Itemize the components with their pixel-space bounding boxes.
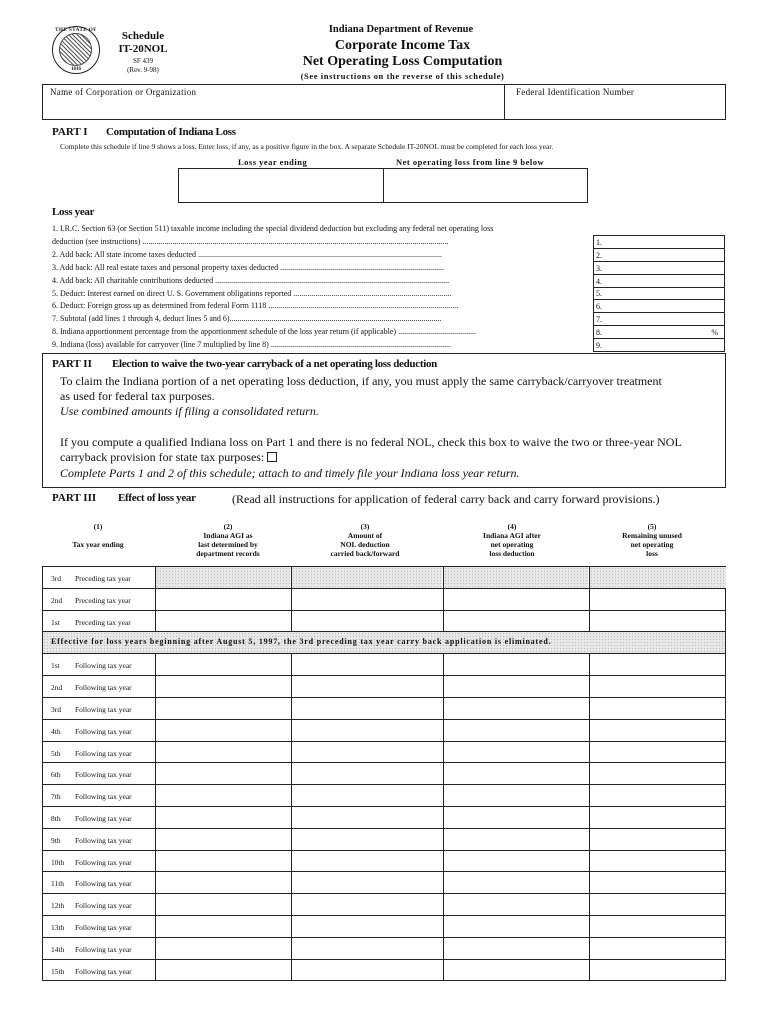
table-cell[interactable] [292,698,442,719]
table-cell [444,567,588,588]
row-ordinal: 6th [51,770,61,780]
column-header-line2: Tax year ending [72,540,124,549]
part1-label: PART I [52,126,88,138]
schedule-title [112,30,174,56]
table-cell[interactable] [156,916,290,937]
part1-line-text: 7. Subtotal (add lines 1 through 4, deduct lines 5 and 6).......................................................................................................... [52,314,442,324]
part3-column-header [592,522,712,558]
table-cell[interactable] [292,851,442,872]
form-number: SF 439 [132,57,154,65]
part1-line-number: 9. [596,341,602,351]
form-revision: (Rev. 9-98) [127,66,159,74]
row-label: Following tax year [75,748,132,758]
row-label: Following tax year [75,857,132,867]
table-row [43,785,725,807]
table-cell[interactable] [292,829,442,850]
table-cell[interactable] [444,763,588,784]
column-header-line2: net operating [490,540,534,549]
column-header-num: (4) [507,522,517,531]
part1-line-number: 1. [596,237,602,247]
table-cell[interactable] [156,785,290,806]
part2-para2-line2: carryback provision for state tax purposes: [60,450,265,464]
table-cell[interactable] [590,589,726,610]
table-cell[interactable] [444,654,588,675]
part1-line-text: 1. I.R.C. Section 63 (or Section 511) taxable income including the special dividend deduction but excluding any federal net operating loss [52,224,494,233]
table-cell[interactable] [590,851,726,872]
table-cell[interactable] [156,938,290,959]
part3-title: Effect of loss year [118,492,196,504]
table-cell[interactable] [444,916,588,937]
table-cell[interactable] [444,851,588,872]
table-cell[interactable] [292,938,442,959]
row-ordinal: 2nd [51,595,63,605]
table-cell[interactable] [292,894,442,915]
part3-column-header [38,522,158,558]
column-header-line3: loss [646,549,658,558]
table-cell[interactable] [292,654,442,675]
part1-line-text: 8. Indiana apportionment percentage from the apportionment schedule of the loss year return (if applicable) ....................................... [52,327,477,337]
part1-line-text: 9. Indiana (loss) available for carryover (line 7 multiplied by line 8) .......................................................................................... [52,340,451,350]
table-cell[interactable] [156,872,290,893]
part3-label: PART III [52,492,97,504]
schedule-label: Schedule [121,30,165,42]
table-row [43,916,725,938]
part1-title: Computation of Indiana Loss [106,126,236,138]
table-cell[interactable] [292,960,442,981]
table-cell[interactable] [444,938,588,959]
form-meta [112,57,174,75]
table-cell[interactable] [156,654,290,675]
table-row [43,807,725,829]
table-cell[interactable] [590,938,726,959]
table-cell[interactable] [156,698,290,719]
part1-amount-column [593,235,725,352]
table-cell[interactable] [292,807,442,828]
part1-amount-row[interactable] [594,287,724,300]
table-cell[interactable] [292,676,442,697]
part1-amount-row[interactable] [594,236,724,249]
table-cell[interactable] [292,872,442,893]
corporation-name-field[interactable] [43,99,502,119]
part3-note: (Read all instructions for application of federal carry back and carry forward provisions.) [232,492,660,506]
table-cell[interactable] [444,676,588,697]
part3-column-header [168,522,288,558]
table-cell[interactable] [590,676,726,697]
table-row [43,589,725,611]
table-cell[interactable] [444,960,588,981]
part1-amount-row[interactable] [594,300,724,313]
table-cell[interactable] [590,807,726,828]
table-row [43,938,725,960]
table-row [43,742,725,764]
row-label: Following tax year [75,661,132,671]
row-ordinal: 2nd [51,683,63,693]
row-ordinal: 7th [51,792,61,802]
part3-column-header [305,522,425,558]
table-cell[interactable] [590,894,726,915]
table-cell[interactable] [590,611,726,632]
row-label: Following tax year [75,966,132,976]
table-cell[interactable] [156,894,290,915]
row-label: Following tax year [75,901,132,911]
table-cell[interactable] [444,872,588,893]
part1-line-number: 4. [596,276,602,286]
table-row [43,654,725,676]
table-cell[interactable] [156,763,290,784]
table-cell[interactable] [590,742,726,763]
table-cell[interactable] [590,654,726,675]
row-label: Following tax year [75,770,132,780]
table-cell[interactable] [292,785,442,806]
row-ordinal: 8th [51,814,61,823]
table-cell[interactable] [444,698,588,719]
part1-line-text: 5. Deduct: Interest earned on direct U. S. Government obligations reported ............................................................................... [52,288,452,298]
table-row [43,698,725,720]
column-header-line1: Indiana AGI after [483,531,541,540]
table-cell [590,567,726,588]
table-cell[interactable] [156,676,290,697]
part1-line-number: 8. [596,328,602,338]
column-header-num: (3) [360,522,370,531]
form-title [250,38,555,70]
loss-year-ending-header: Loss year ending [238,157,308,167]
table-cell[interactable] [292,916,442,937]
form-title-line1: Corporate Income Tax [334,38,471,53]
row-label: Following tax year [75,879,132,889]
department-name: Indiana Department of Revenue [328,24,474,35]
column-header-num: (5) [647,522,657,531]
part2-para1-italic: Use combined amounts if filing a consolidated return. [60,404,319,418]
fein-field[interactable] [505,99,725,119]
nol-amount-field[interactable] [384,169,587,202]
instructions-note: (See instructions on the reverse of this schedule) [300,71,505,81]
table-cell[interactable] [590,763,726,784]
table-cell[interactable] [156,589,290,610]
table-cell[interactable] [590,872,726,893]
table-cell [292,567,442,588]
part2-para2-line2-wrap [60,450,277,465]
column-header-line1: Amount of [347,531,383,540]
table-row [43,960,725,982]
row-ordinal: 1st [51,617,60,627]
table-cell[interactable] [444,589,588,610]
carry-table [42,566,726,981]
row-ordinal: 10th [51,857,65,867]
table-row [43,872,725,894]
part1-instructions: Complete this schedule if line 9 shows a loss. Enter loss, if any, as a positive figure in the box. A separate Schedule IT-20NOL must be completed for each loss year. [60,142,554,151]
table-cell[interactable] [156,829,290,850]
part3-column-header [452,522,572,558]
loss-year-ending-field[interactable] [179,169,381,202]
part1-line-number: 2. [596,250,602,260]
fein-label: Federal Identification Number [516,87,635,97]
table-row [43,894,725,916]
row-ordinal: 14th [51,944,65,954]
part1-amount-row[interactable] [594,339,724,352]
row-ordinal: 9th [51,835,61,845]
column-header-line1: Remaining unused [622,531,682,540]
part2-para1-line2: as used for federal tax purposes. [60,389,215,403]
part2-para1-line1: To claim the Indiana portion of a net operating loss deduction, if any, you must apply the same carryback/carryover treatment [60,374,662,388]
row-label: Following tax year [75,814,132,823]
table-cell[interactable] [444,894,588,915]
table-cell[interactable] [292,720,442,741]
part1-amount-row[interactable] [594,275,724,288]
row-label: Following tax year [75,944,132,954]
table-cell[interactable] [590,829,726,850]
row-label: Following tax year [75,726,132,736]
row-ordinal: 5th [51,748,61,758]
seal-emblem-icon [59,33,92,66]
column-header-line2: NOL deduction [340,540,390,549]
row-label: Following tax year [75,705,132,714]
column-header-line1 [38,531,158,540]
loss-year-heading: Loss year [52,206,95,218]
row-label: Preceding tax year [75,617,131,627]
table-cell[interactable] [292,611,442,632]
row-ordinal: 12th [51,901,65,911]
part1-amount-row[interactable] [594,326,724,339]
table-cell[interactable] [444,829,588,850]
column-header-line3: department records [196,549,260,558]
waive-carryback-checkbox[interactable] [267,452,277,462]
table-cell[interactable] [292,589,442,610]
row-ordinal: 3rd [51,574,61,583]
table-cell[interactable] [444,807,588,828]
part1-amount-row[interactable] [594,249,724,262]
table-cell[interactable] [590,916,726,937]
table-cell[interactable] [156,720,290,741]
table-cell[interactable] [590,960,726,981]
part1-line-text: 2. Add back: All state income taxes deducted .......................................................................................................................... [52,249,442,259]
row-ordinal: 4th [51,726,61,736]
column-header-num: (1) [93,522,103,531]
part1-line-text: deduction (see instructions) ......................................................................................................................................................... [52,236,449,246]
table-row [43,676,725,698]
table-cell[interactable] [156,851,290,872]
row-label: Following tax year [75,835,132,845]
part2-para2-line1: If you compute a qualified Indiana loss on Part 1 and there is no federal NOL, check this box to waive the two or three-year NOL [60,435,682,449]
percent-sign: % [711,328,718,338]
part2-title: Election to waive the two-year carryback of a net operating loss deduction [112,358,437,370]
table-row [43,720,725,742]
column-header-line3 [38,549,158,558]
table-cell[interactable] [590,785,726,806]
table-row [43,763,725,785]
row-label: Preceding tax year [75,574,131,583]
table-cell [156,567,290,588]
table-cell[interactable] [444,611,588,632]
table-row [43,567,725,589]
state-seal [52,26,100,74]
table-cell[interactable] [590,698,726,719]
part1-line-number: 6. [596,302,602,312]
part1-line-text: 4. Add back: All charitable contributions deducted ..................................................................................................................... [52,275,450,285]
part1-line-text: 6. Deduct: Foreign gross up as determined from federal Form 1118 ............................................................................................... [52,301,459,311]
table-cell[interactable] [444,785,588,806]
table-cell[interactable] [590,720,726,741]
table-row [43,851,725,873]
corporation-name-label: Name of Corporation or Organization [50,87,197,97]
table-cell[interactable] [292,742,442,763]
table-cell[interactable] [156,742,290,763]
row-ordinal: 13th [51,923,65,932]
part1-line-number: 7. [596,315,602,325]
part2-para2-italic: Complete Parts 1 and 2 of this schedule; attach to and timely file your Indiana loss year return. [60,466,520,480]
nol-header: Net operating loss from line 9 below [396,157,545,167]
part1-amount-row[interactable] [594,262,724,275]
seal-text: THE STATE OF [55,28,97,33]
column-header-num: (2) [223,522,233,531]
table-cell[interactable] [156,611,290,632]
row-ordinal: 3rd [51,705,61,714]
part1-line-number: 3. [596,263,602,273]
part1-line-number: 5. [596,289,602,299]
row-ordinal: 1st [51,661,60,671]
row-label: Preceding tax year [75,595,131,605]
schedule-code: IT-20NOL [118,43,168,55]
row-ordinal: 11th [51,879,65,889]
column-header-line1: Indiana AGI as [203,531,253,540]
column-header-line2: last determined by [198,540,258,549]
part1-line-text: 3. Add back: All real estate taxes and personal property taxes deducted .................................................................................. [52,262,445,272]
table-row [43,611,725,633]
table-cell[interactable] [156,960,290,981]
table-cell[interactable] [292,763,442,784]
table-row [43,829,725,851]
form-title-line2: Net Operating Loss Computation [302,54,503,69]
part1-amount-row[interactable] [594,313,724,326]
table-cell[interactable] [444,720,588,741]
column-header-line3: carried back/forward [330,549,400,558]
table-cell[interactable] [444,742,588,763]
effective-note: Effective for loss years beginning after August 5, 1997, the 3rd preceding tax year carry back application is eliminated. [43,632,725,654]
row-label: Following tax year [75,792,132,802]
part2-label: PART II [52,358,92,370]
row-label: Following tax year [75,923,132,932]
row-ordinal: 15th [51,966,65,976]
row-label: Following tax year [75,683,132,693]
column-header-line3: loss deduction [489,549,535,558]
table-cell[interactable] [156,807,290,828]
column-header-line2: net operating [630,540,674,549]
seal-year: 1816 [71,67,81,72]
